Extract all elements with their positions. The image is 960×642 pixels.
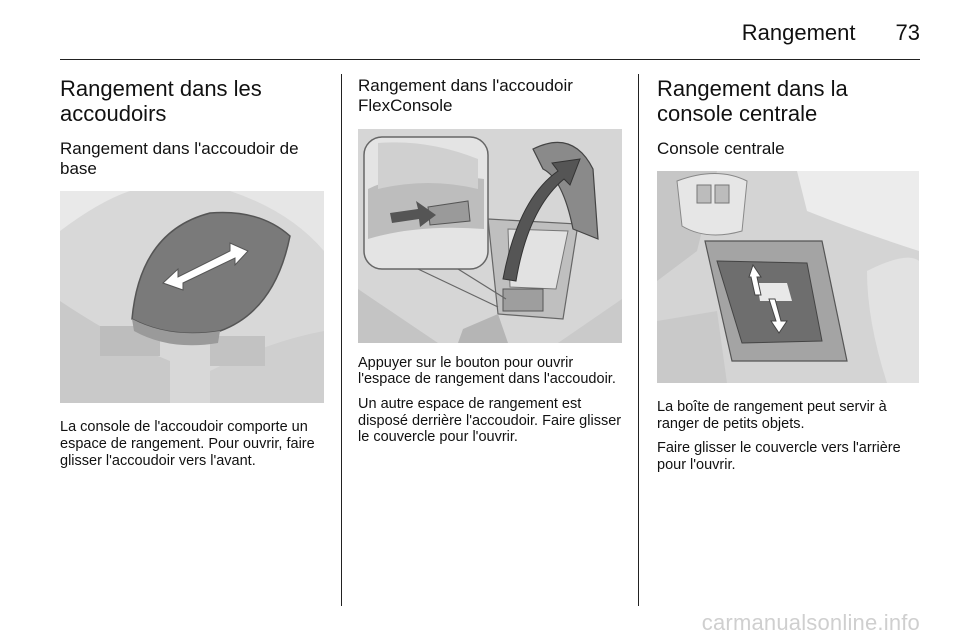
column-3: [657, 76, 921, 482]
subheading-base-armrest: Rangement dans l'accoudoir de base: [60, 138, 299, 178]
paragraph: La boîte de rangement peut servir à ranger de petits objets.: [657, 398, 887, 432]
page-header: [60, 16, 920, 50]
figure-flexconsole: [358, 129, 622, 343]
section-heading-center-console: Rangement dans la console centrale: [657, 76, 848, 127]
paragraph: La console de l'accoudoir comporte un espace de rangement. Pour ouvrir, faire glisser l'accoudoir vers l'avant.: [60, 419, 315, 469]
figure-base-armrest: [60, 191, 324, 403]
subheading-center-console: Console centrale: [657, 138, 785, 158]
column-2: [358, 76, 624, 454]
section-heading-armrests: Rangement dans les accoudoirs: [60, 76, 262, 127]
paragraph: Appuyer sur le bouton pour ouvrir l'espace de rangement dans l'accoudoir.: [358, 354, 616, 388]
page-title: Rangement: [741, 20, 856, 45]
subheading-flexconsole: Rangement dans l'accoudoir FlexConsole: [358, 76, 573, 116]
column-divider-2: [638, 74, 639, 606]
watermark: carmanualsonline.info: [701, 610, 920, 635]
header-rule: [60, 59, 920, 60]
column-divider-1: [341, 74, 342, 606]
figure-center-console: [657, 171, 919, 383]
paragraph: Un autre espace de rangement est disposé derrière l'accoudoir. Faire glisser le couvercle pour l'ouvrir.: [358, 396, 622, 446]
paragraph: Faire glisser le couvercle vers l'arrière pour l'ouvrir.: [657, 440, 901, 473]
column-1: [60, 76, 326, 477]
page-number: 73: [895, 20, 920, 45]
